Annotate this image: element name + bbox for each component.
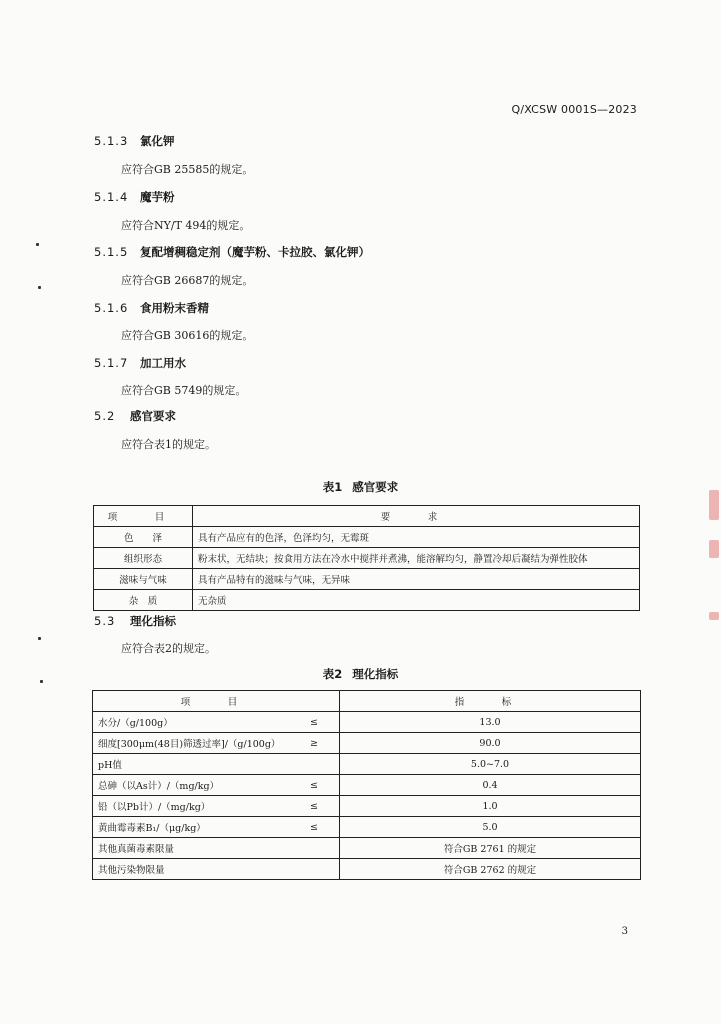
table1-title: 感官要求 — [352, 480, 399, 494]
section-title: 感官要求 — [130, 409, 176, 423]
table-cell: pH值 — [93, 754, 290, 775]
table-row — [94, 527, 640, 548]
table-header-cell: 要 求 — [193, 506, 640, 527]
table-row — [93, 712, 641, 733]
table-cell: 5.0~7.0 — [340, 754, 641, 775]
section-title: 食用粉末香精 — [140, 301, 209, 315]
comparison-symbol — [289, 754, 340, 775]
seal-edge-mark — [709, 612, 719, 620]
comparison-symbol: ≤ — [289, 712, 340, 733]
table-cell: 滋味与气味 — [94, 569, 193, 590]
section-text: 应符合GB 26687的规定。 — [121, 274, 254, 287]
table-row — [93, 733, 641, 754]
section-text: 应符合NY/T 494的规定。 — [121, 219, 251, 232]
comparison-symbol: ≤ — [289, 775, 340, 796]
table-cell: 杂 质 — [94, 590, 193, 611]
table-cell: 粉末状，无结块；按食用方法在冷水中搅拌并煮沸，能溶解均匀，静置冷却后凝结为弹性胶体 — [193, 548, 640, 569]
section-text: 应符合表1的规定。 — [121, 438, 216, 451]
table-cell: 其他真菌毒素限量 — [93, 838, 340, 859]
section-heading-5-2 — [94, 408, 176, 424]
section-heading-5-1-7 — [94, 355, 186, 371]
scan-speck — [38, 637, 41, 640]
table-header-cell: 项 目 — [93, 691, 340, 712]
section-number: 5.3 — [94, 614, 116, 628]
seal-edge-mark — [709, 540, 719, 558]
table-cell: 具有产品特有的滋味与气味，无异味 — [193, 569, 640, 590]
scan-speck — [40, 680, 43, 683]
section-text: 应符合GB 5749的规定。 — [121, 384, 247, 397]
table-cell: 黄曲霉毒素B₁/（μg/kg） — [93, 817, 290, 838]
table-row — [94, 590, 640, 611]
section-number: 5.2 — [94, 409, 116, 423]
table-cell: 水分/（g/100g） — [93, 712, 290, 733]
section-heading-5-1-5 — [94, 244, 370, 260]
section-number: 5.1.7 — [94, 356, 129, 370]
section-title: 氯化钾 — [140, 134, 175, 148]
section-number: 5.1.3 — [94, 134, 129, 148]
table-row — [93, 754, 641, 775]
table-header-row — [93, 691, 641, 712]
comparison-symbol: ≤ — [289, 817, 340, 838]
section-number: 5.1.5 — [94, 245, 129, 259]
table2-title: 理化指标 — [352, 667, 399, 681]
table-row — [93, 859, 641, 880]
comparison-symbol: ≤ — [289, 796, 340, 817]
table-cell: 5.0 — [340, 817, 641, 838]
table-header-cell: 项 目 — [94, 506, 193, 527]
section-title: 理化指标 — [130, 614, 176, 628]
section-heading-5-1-3 — [94, 133, 175, 149]
table-cell: 90.0 — [340, 733, 641, 754]
table-cell: 无杂质 — [193, 590, 640, 611]
section-title: 复配增稠稳定剂（魔芋粉、卡拉胶、氯化钾） — [140, 245, 370, 259]
table-cell: 0.4 — [340, 775, 641, 796]
section-text: 应符合表2的规定。 — [121, 642, 216, 655]
section-heading-5-3 — [94, 613, 176, 629]
table2-caption — [0, 666, 721, 682]
table-cell: 1.0 — [340, 796, 641, 817]
section-heading-5-1-6 — [94, 300, 209, 316]
section-title: 加工用水 — [140, 356, 186, 370]
table-header-cell: 指 标 — [340, 691, 641, 712]
table-row — [94, 569, 640, 590]
section-text: 应符合GB 25585的规定。 — [121, 163, 254, 176]
section-heading-5-1-4 — [94, 189, 175, 205]
table2-label: 表2 — [322, 667, 343, 681]
table-cell: 其他污染物限量 — [93, 859, 340, 880]
table-cell: 总砷（以As计）/（mg/kg） — [93, 775, 290, 796]
table-cell: 具有产品应有的色泽，色泽均匀，无霉斑 — [193, 527, 640, 548]
comparison-symbol: ≥ — [289, 733, 340, 754]
table-row — [93, 775, 641, 796]
table-cell: 符合GB 2761 的规定 — [340, 838, 641, 859]
table1-label: 表1 — [322, 480, 343, 494]
table-header-row — [94, 506, 640, 527]
scan-speck — [36, 243, 39, 246]
table1-caption — [0, 479, 721, 495]
physicochemical-indicators-table — [92, 690, 641, 880]
scan-speck — [38, 286, 41, 289]
seal-edge-mark — [709, 490, 719, 520]
section-number: 5.1.4 — [94, 190, 129, 204]
table-cell: 细度[300μm(48目)筛透过率]/（g/100g） — [93, 733, 290, 754]
section-number: 5.1.6 — [94, 301, 129, 315]
page-number: 3 — [621, 926, 628, 937]
section-text: 应符合GB 30616的规定。 — [121, 329, 254, 342]
table-row — [93, 838, 641, 859]
table-row — [93, 796, 641, 817]
table-row — [93, 817, 641, 838]
sensory-requirements-table — [93, 505, 640, 611]
table-cell: 13.0 — [340, 712, 641, 733]
section-title: 魔芋粉 — [140, 190, 175, 204]
table-cell: 符合GB 2762 的规定 — [340, 859, 641, 880]
table-row — [94, 548, 640, 569]
table-cell: 组织形态 — [94, 548, 193, 569]
table-cell: 色 泽 — [94, 527, 193, 548]
doc-code: Q/XCSW 0001S—2023 — [511, 103, 637, 116]
table-cell: 铅（以Pb计）/（mg/kg） — [93, 796, 290, 817]
